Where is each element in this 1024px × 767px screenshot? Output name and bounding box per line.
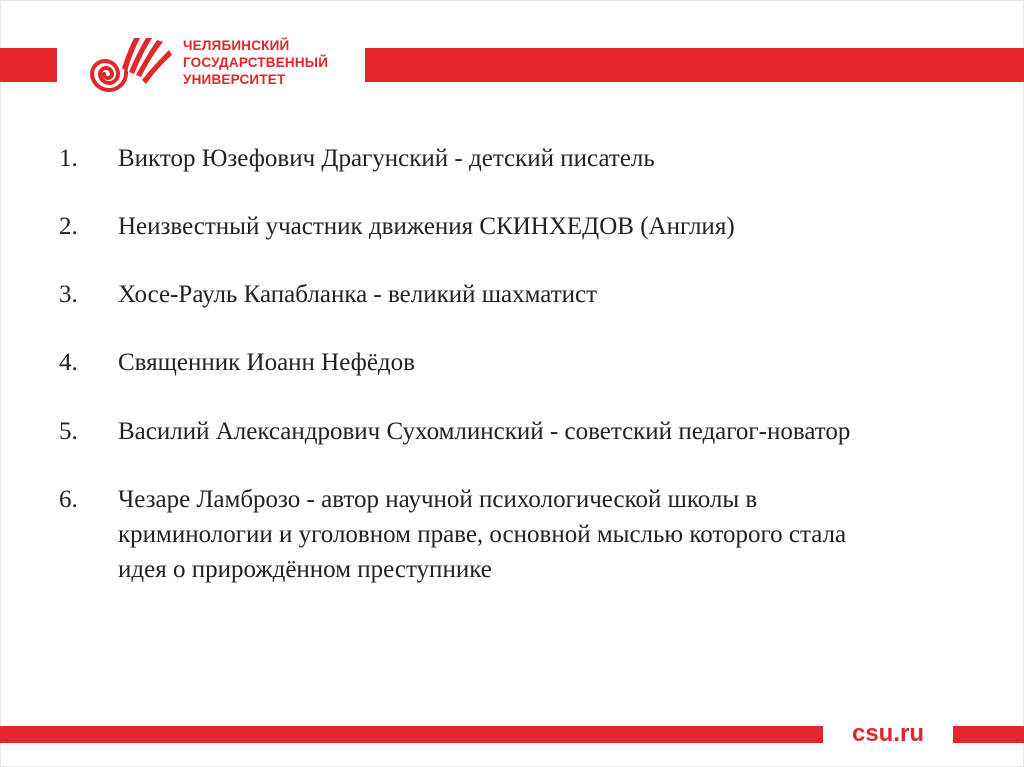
item-text: Василий Александрович Сухомлинский - советский педагог-новатор <box>118 418 851 445</box>
footer-bar-right <box>953 726 1024 743</box>
site-link[interactable]: csu.ru <box>851 720 925 747</box>
item-text: Хосе-Рауль Капабланка - великий шахматист <box>118 281 598 308</box>
logo-text-line-1: ЧЕЛЯБИНСКИЙ <box>183 38 290 53</box>
item-number: 6. <box>59 486 78 513</box>
item-number: 3. <box>59 281 78 308</box>
logo-text-line-2: ГОСУДАРСТВЕННЫЙ <box>183 55 329 70</box>
item-number: 2. <box>59 213 78 240</box>
item-number: 1. <box>59 145 78 172</box>
item-text: Чезаре Ламброзо - автор научной психологической школы в криминологии и уголовном праве, основной мыслью которого стала идея о прирождённом преступнике <box>118 486 847 583</box>
footer-bar-left <box>0 726 823 743</box>
item-number: 4. <box>59 349 78 376</box>
header-bar-left <box>0 48 57 82</box>
spiral-shell-icon <box>82 34 174 98</box>
header-bar-right <box>365 48 1024 82</box>
item-text: Священник Иоанн Нефёдов <box>118 349 415 376</box>
item-text: Виктор Юзефович Драгунский - детский писатель <box>118 145 655 172</box>
university-logo-text <box>183 37 328 88</box>
item-text: Неизвестный участник движения СКИНХЕДОВ (Англия) <box>118 213 735 240</box>
item-number: 5. <box>59 418 78 445</box>
logo-text-line-3: УНИВЕРСИТЕТ <box>183 72 286 87</box>
